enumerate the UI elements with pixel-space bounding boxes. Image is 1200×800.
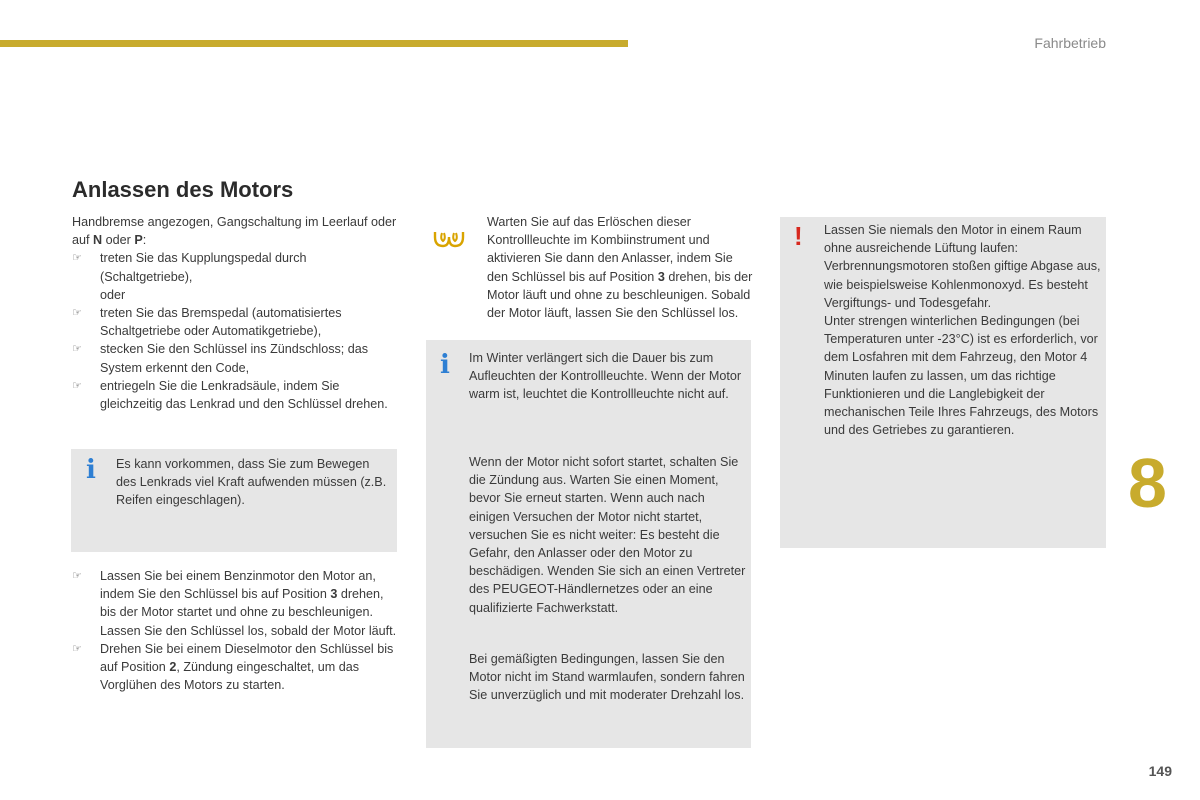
info-text: Wenn der Motor nicht sofort startet, schalten Sie die Zündung aus. Warten Sie einen Moment, bevor Sie erneut starten. Wenn auch nach einigen Versuchen der Motor nicht startet, versuchen Sie es nicht weiter: Es besteht die Gefahr, den Anlasser oder den Motor zu beschädigen. Wenden Sie sich an einen Vertreter des PEUGEOT-Händlernetzes oder an eine qualifizierte Fachwerkstatt. — [469, 455, 746, 615]
list-item: ☞ entriegeln Sie die Lenkradsäule, indem Sie gleichzeitig das Lenkrad und den Schlüssel drehen. — [72, 378, 388, 412]
info-text: Bei gemäßigten Bedingungen, lassen Sie den Motor nicht im Stand warmlaufen, sondern fahren Sie unverzüglich und mit moderater Drehzahl los. — [469, 652, 745, 703]
list-item: ☞ Drehen Sie bei einem Dieselmotor den Schlüssel bis auf Position 2, Zündung eingeschaltet, um das Vorglühen des Motors zu starten. — [72, 641, 394, 693]
info-text: Im Winter verlängert sich die Dauer bis zum Aufleuchten der Kontrollleuchte. Wenn der Motor warm ist, leuchtet die Kontrollleuchte nicht auf. — [469, 351, 742, 402]
pointing-hand-icon: ☞ — [72, 343, 82, 356]
column-1-start-steps — [72, 567, 402, 694]
column-1 — [72, 213, 402, 413]
info-box-steering — [71, 449, 397, 552]
step-list — [72, 249, 402, 413]
info-icon: i — [86, 455, 96, 485]
glow-plug-warning-icon — [432, 228, 466, 250]
page-title: Anlassen des Motors — [72, 177, 294, 202]
info-icon: i — [440, 350, 450, 380]
list-item: ☞ treten Sie das Kupplungspedal durch (Schaltgetriebe), — [72, 251, 307, 284]
list-item: ☞ treten Sie das Bremspedal (automatisiertes Schaltgetriebe oder Automatikgetriebe), — [72, 306, 342, 339]
warning-box — [780, 217, 1106, 548]
chapter-number: 8 — [1128, 444, 1167, 522]
list-item: ☞ stecken Sie den Schlüssel ins Zündschloss; das System erkennt den Code, — [72, 342, 369, 375]
pointing-hand-icon: ☞ — [72, 252, 82, 265]
list-item: ☞ Lassen Sie bei einem Benzinmotor den Motor an, indem Sie den Schlüssel bis auf Position 3 drehen, bis der Motor startet und ohne zu beschleunigen. Lassen Sie den Schlüssel los, sobald der Motor läuft. — [72, 569, 397, 638]
page-number: 149 — [1148, 763, 1172, 779]
warning-icon: ! — [794, 221, 803, 251]
pointing-hand-icon: ☞ — [72, 570, 82, 582]
warning-text: Lassen Sie niemals den Motor in einem Raum ohne ausreichende Lüftung laufen: Verbrennungsmotoren stoßen giftige Abgase aus, wie beispielsweise Kohlenmonoxyd. Es besteht Vergiftungs- und Todesgefahr. — [824, 223, 1101, 310]
intro-paragraph: Handbremse angezogen, Gangschaltung im Leerlauf oder auf N oder P: — [72, 215, 397, 248]
section-title: Fahrbetrieb — [1034, 35, 1106, 51]
header-accent-bar — [0, 40, 628, 47]
list-item: oder — [100, 287, 126, 302]
pointing-hand-icon: ☞ — [72, 307, 82, 320]
pointing-hand-icon: ☞ — [72, 379, 82, 392]
info-box-winter — [426, 340, 751, 748]
info-text: Es kann vorkommen, dass Sie zum Bewegen des Lenkrads viel Kraft aufwenden müssen (z.B. Reifen eingeschlagen). — [116, 457, 387, 508]
pointing-hand-icon: ☞ — [72, 642, 82, 655]
warning-text: Unter strengen winterlichen Bedingungen (bei Temperaturen unter -23°C) ist es erforderlich, vor dem Losfahren mit dem Fahrzeug, den Motor 4 Minuten laufen zu lassen, um das richtige Funktionieren und die Langlebigkeit der mechanischen Teile Ihres Fahrzeugs, des Motors und des Getriebes zu garantieren. — [824, 314, 1099, 438]
glow-plug-paragraph: Warten Sie auf das Erlöschen dieser Kontrollleuchte im Kombiinstrument und aktivieren Sie dann den Anlasser, indem Sie den Schlüssel bis auf Position 3 drehen, bis der Motor läuft und ohne zu beschleunigen. Sobald der Motor läuft, lassen Sie den Schlüssel los. — [487, 215, 753, 321]
